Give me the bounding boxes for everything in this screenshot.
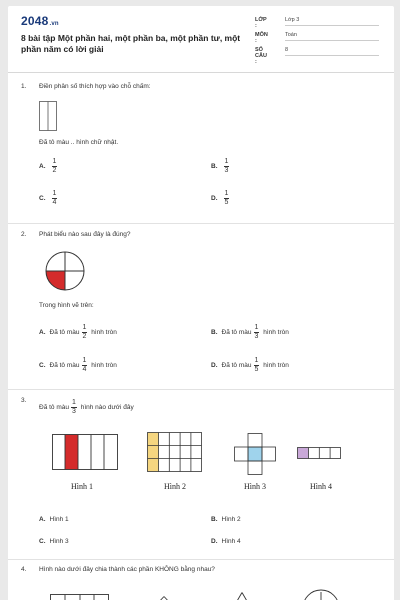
- q3-figure-1-label: Hình 1: [71, 482, 93, 491]
- denominator: 3: [72, 408, 76, 415]
- q2-option-c[interactable]: [39, 357, 117, 374]
- option-label: B.: [211, 516, 218, 523]
- fraction: [52, 190, 58, 207]
- q3-pre: Đã tô màu: [39, 404, 69, 412]
- fraction: [254, 324, 260, 341]
- numerator: 1: [82, 324, 87, 331]
- option-label: D.: [211, 538, 218, 545]
- q2-circle-figure: [45, 251, 85, 291]
- option-post: hình tròn: [263, 362, 289, 370]
- q2-option-d[interactable]: [211, 357, 289, 374]
- question-divider: [8, 559, 394, 560]
- q3-option-a[interactable]: [39, 516, 69, 523]
- q3-option-c[interactable]: [39, 538, 69, 545]
- option-label: C.: [39, 362, 46, 370]
- numerator: 1: [254, 324, 259, 331]
- numerator: 1: [224, 190, 229, 197]
- option-text: Hình 3: [49, 538, 69, 545]
- denominator: 3: [224, 167, 229, 174]
- q1-number: 1.: [21, 83, 27, 90]
- denominator: 5: [224, 199, 229, 206]
- meta-key: LỚP :: [255, 17, 267, 29]
- numerator: 1: [72, 399, 76, 406]
- option-pre: Đã tô màu: [49, 362, 80, 370]
- q3-post: hình nào dưới đây: [80, 404, 134, 412]
- question-divider: [8, 223, 394, 224]
- meta-value: Lớp 3: [285, 17, 379, 26]
- q3-figure-3-label: Hình 3: [244, 482, 266, 491]
- q1-option-a[interactable]: [39, 158, 59, 175]
- fraction: [224, 158, 230, 175]
- page-title: 8 bài tập Một phần hai, một phần ba, một phần tư, một phần năm có lời giải: [21, 33, 241, 54]
- q3-figure-4: [297, 447, 341, 459]
- denominator: 4: [52, 199, 57, 206]
- option-text: Hình 1: [49, 516, 69, 523]
- fraction: [82, 324, 88, 341]
- numerator: 1: [52, 190, 57, 197]
- q2-option-a[interactable]: [39, 324, 117, 341]
- option-post: hình tròn: [91, 362, 117, 370]
- numerator: 1: [82, 357, 87, 364]
- q3-figure-1: [52, 434, 118, 470]
- q3-option-d[interactable]: [211, 538, 241, 545]
- meta-value: Toán: [285, 32, 379, 41]
- q1-caption: Đã tô màu .. hình chữ nhật.: [39, 139, 119, 146]
- option-label: B.: [211, 163, 218, 171]
- denominator: 3: [254, 333, 259, 340]
- meta-key: MÔN :: [255, 32, 268, 44]
- q4-figure-2: [154, 596, 174, 600]
- option-label: A.: [39, 163, 46, 171]
- option-pre: Đã tô màu: [49, 329, 80, 337]
- option-label: C.: [39, 195, 46, 203]
- numerator: 1: [224, 158, 229, 165]
- denominator: 4: [82, 366, 87, 373]
- q3-number: 3.: [21, 397, 27, 404]
- q3-figure-2-label: Hình 2: [164, 482, 186, 491]
- logo-main: 2048: [21, 14, 49, 28]
- option-label: A.: [39, 329, 46, 337]
- q1-rectangle-figure: [39, 101, 57, 131]
- option-text: Hình 2: [221, 516, 241, 523]
- q3-figure-3: [234, 433, 276, 475]
- option-label: D.: [211, 195, 218, 203]
- fraction: [71, 399, 77, 416]
- q3-figure-2: [147, 432, 202, 472]
- q1-option-c[interactable]: [39, 190, 59, 207]
- fraction: [224, 190, 230, 207]
- q2-text: Phát biểu nào sau đây là đúng?: [39, 231, 131, 238]
- q4-text: Hình nào dưới đây chia thành các phần KHÔNG bằng nhau?: [39, 566, 215, 573]
- q4-number: 4.: [21, 566, 27, 573]
- question-divider: [8, 389, 394, 390]
- worksheet-page: [8, 6, 394, 600]
- site-logo[interactable]: [21, 14, 59, 28]
- option-label: B.: [211, 329, 218, 337]
- meta-value: 8: [285, 47, 379, 56]
- option-pre: Đã tô màu: [221, 362, 252, 370]
- fraction: [52, 158, 58, 175]
- numerator: 1: [52, 158, 57, 165]
- option-text: Hình 4: [221, 538, 241, 545]
- denominator: 5: [254, 366, 259, 373]
- option-label: C.: [39, 538, 46, 545]
- q4-figure-1: [50, 594, 110, 600]
- option-label: A.: [39, 516, 46, 523]
- q4-figure-3: [232, 592, 252, 600]
- option-post: hình tròn: [263, 329, 289, 337]
- option-label: D.: [211, 362, 218, 370]
- q1-option-b[interactable]: [211, 158, 231, 175]
- q1-text: Điền phân số thích hợp vào chỗ chấm:: [39, 83, 151, 90]
- denominator: 2: [52, 167, 57, 174]
- fraction: [82, 357, 88, 374]
- q2-option-b[interactable]: [211, 324, 289, 341]
- option-post: hình tròn: [91, 329, 117, 337]
- q2-caption: Trong hình vẽ trên:: [39, 302, 94, 309]
- fraction: [254, 357, 260, 374]
- logo-suffix: .vn: [49, 21, 59, 27]
- q3-option-b[interactable]: [211, 516, 241, 523]
- denominator: 2: [82, 333, 87, 340]
- q3-text: [39, 399, 134, 416]
- option-pre: Đã tô màu: [221, 329, 252, 337]
- meta-key: SỐ CÂU :: [255, 47, 267, 65]
- q1-option-d[interactable]: [211, 190, 231, 207]
- numerator: 1: [254, 357, 259, 364]
- header: [8, 6, 394, 70]
- header-divider: [8, 72, 394, 73]
- q4-figure-4: [301, 592, 341, 600]
- q2-number: 2.: [21, 231, 27, 238]
- q3-figure-4-label: Hình 4: [310, 482, 332, 491]
